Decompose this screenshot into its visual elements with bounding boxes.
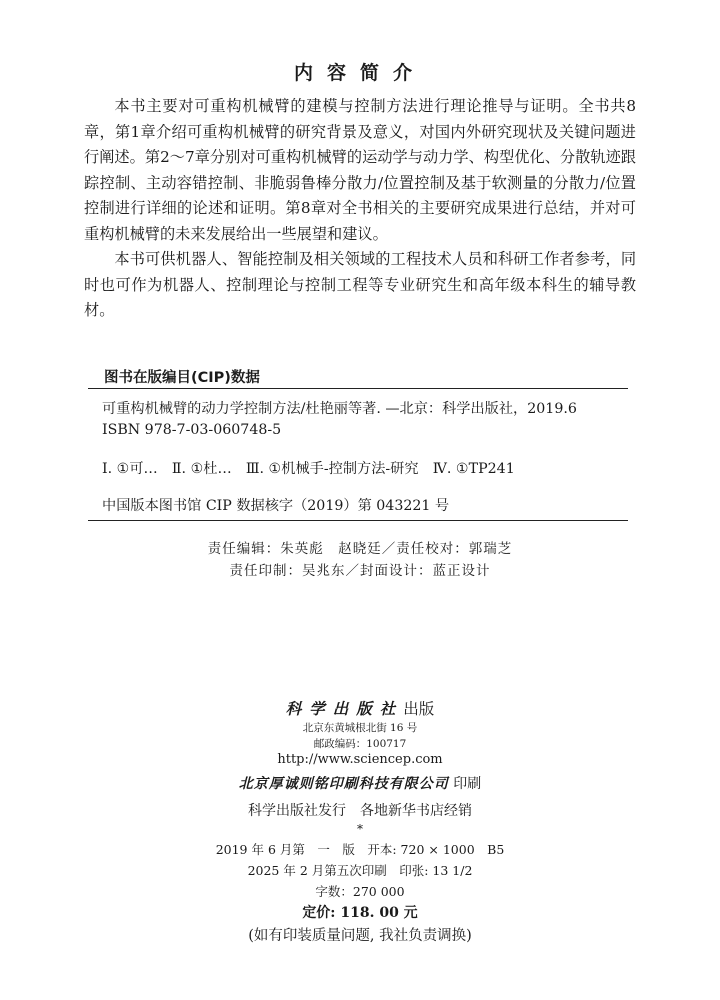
intro-body xyxy=(84,94,636,324)
production-credits: 责任印制：吴兆东／封面设计：蓝正设计 xyxy=(229,563,491,579)
cip-heading: 图书在版编目(CIP)数据 xyxy=(104,370,260,386)
distribution-line: 科学出版社发行 各地新华书店经销 xyxy=(248,803,472,819)
editor-credits: 责任编辑：朱英彪 赵晓廷／责任校对：郭瑞芝 xyxy=(207,541,513,557)
cip-bottom-rule xyxy=(88,520,628,521)
price: 定价: 118. 00 元 xyxy=(302,905,418,921)
printer-suffix: 印刷 xyxy=(453,776,482,792)
intro-paragraph: 本书主要对可重构机械臂的建模与控制方法进行理论推导与证明。全书共8章，第1章介绍可重构机械臂的研究背景及意义，对国内外研究现状及关键问题进行阐述。第2～7章分别对可重构机械臂的运动学与动力学、构型优化、分散轨迹跟踪控制、主动容错控制、非脆弱鲁棒分散力/位置控制及基于软测量的分散力/位置控制进行详细的论述和证明。第8章对全书相关的主要研究成果进行总结，并对可重构机械臂的未来发展给出一些展望和建议。 xyxy=(84,97,636,243)
publisher-address: 北京东黄城根北街 16 号 xyxy=(302,722,418,734)
quality-note: (如有印装质量问题, 我社负责调换) xyxy=(248,928,472,944)
publisher-suffix: 出版 xyxy=(403,700,435,718)
cip-record-number: 中国版本图书馆 CIP 数据核字（2019）第 043221 号 xyxy=(102,498,450,514)
cip-classification: Ⅰ. ①可… Ⅱ. ①杜… Ⅲ. ①机械手-控制方法-研究 Ⅳ. ①TP241 xyxy=(102,461,515,477)
edition-line: 2019 年 6 月第 一 版 开本: 720 × 1000 B5 xyxy=(215,842,505,857)
intro-paragraph: 本书可供机器人、智能控制及相关领域的工程技术人员和科研工作者参考，同时也可作为机器人、控制理论与控制工程等专业研究生和高年级本科生的辅导教材。 xyxy=(84,250,636,319)
printer-name: 北京厚诚则铭印刷科技有限公司 xyxy=(238,776,449,792)
intro-title: 内容简介 xyxy=(293,62,426,84)
word-count: 字数：270 000 xyxy=(315,884,405,899)
printer-line xyxy=(0,773,720,793)
cip-isbn: ISBN 978-7-03-060748-5 xyxy=(102,422,282,438)
cip-top-rule xyxy=(88,388,628,389)
publisher-url: http://www.sciencep.com xyxy=(277,752,443,767)
printing-line: 2025 年 2 月第五次印刷 印张: 13 1/2 xyxy=(247,863,473,878)
publisher-name: 科学出版社 xyxy=(285,699,404,718)
publisher-postcode: 邮政编码：100717 xyxy=(313,738,407,750)
separator-star: * xyxy=(357,822,363,836)
publisher-line xyxy=(0,697,720,719)
cip-title-line: 可重构机械臂的动力学控制方法/杜艳丽等著. —北京：科学出版社，2019.6 xyxy=(102,401,577,417)
